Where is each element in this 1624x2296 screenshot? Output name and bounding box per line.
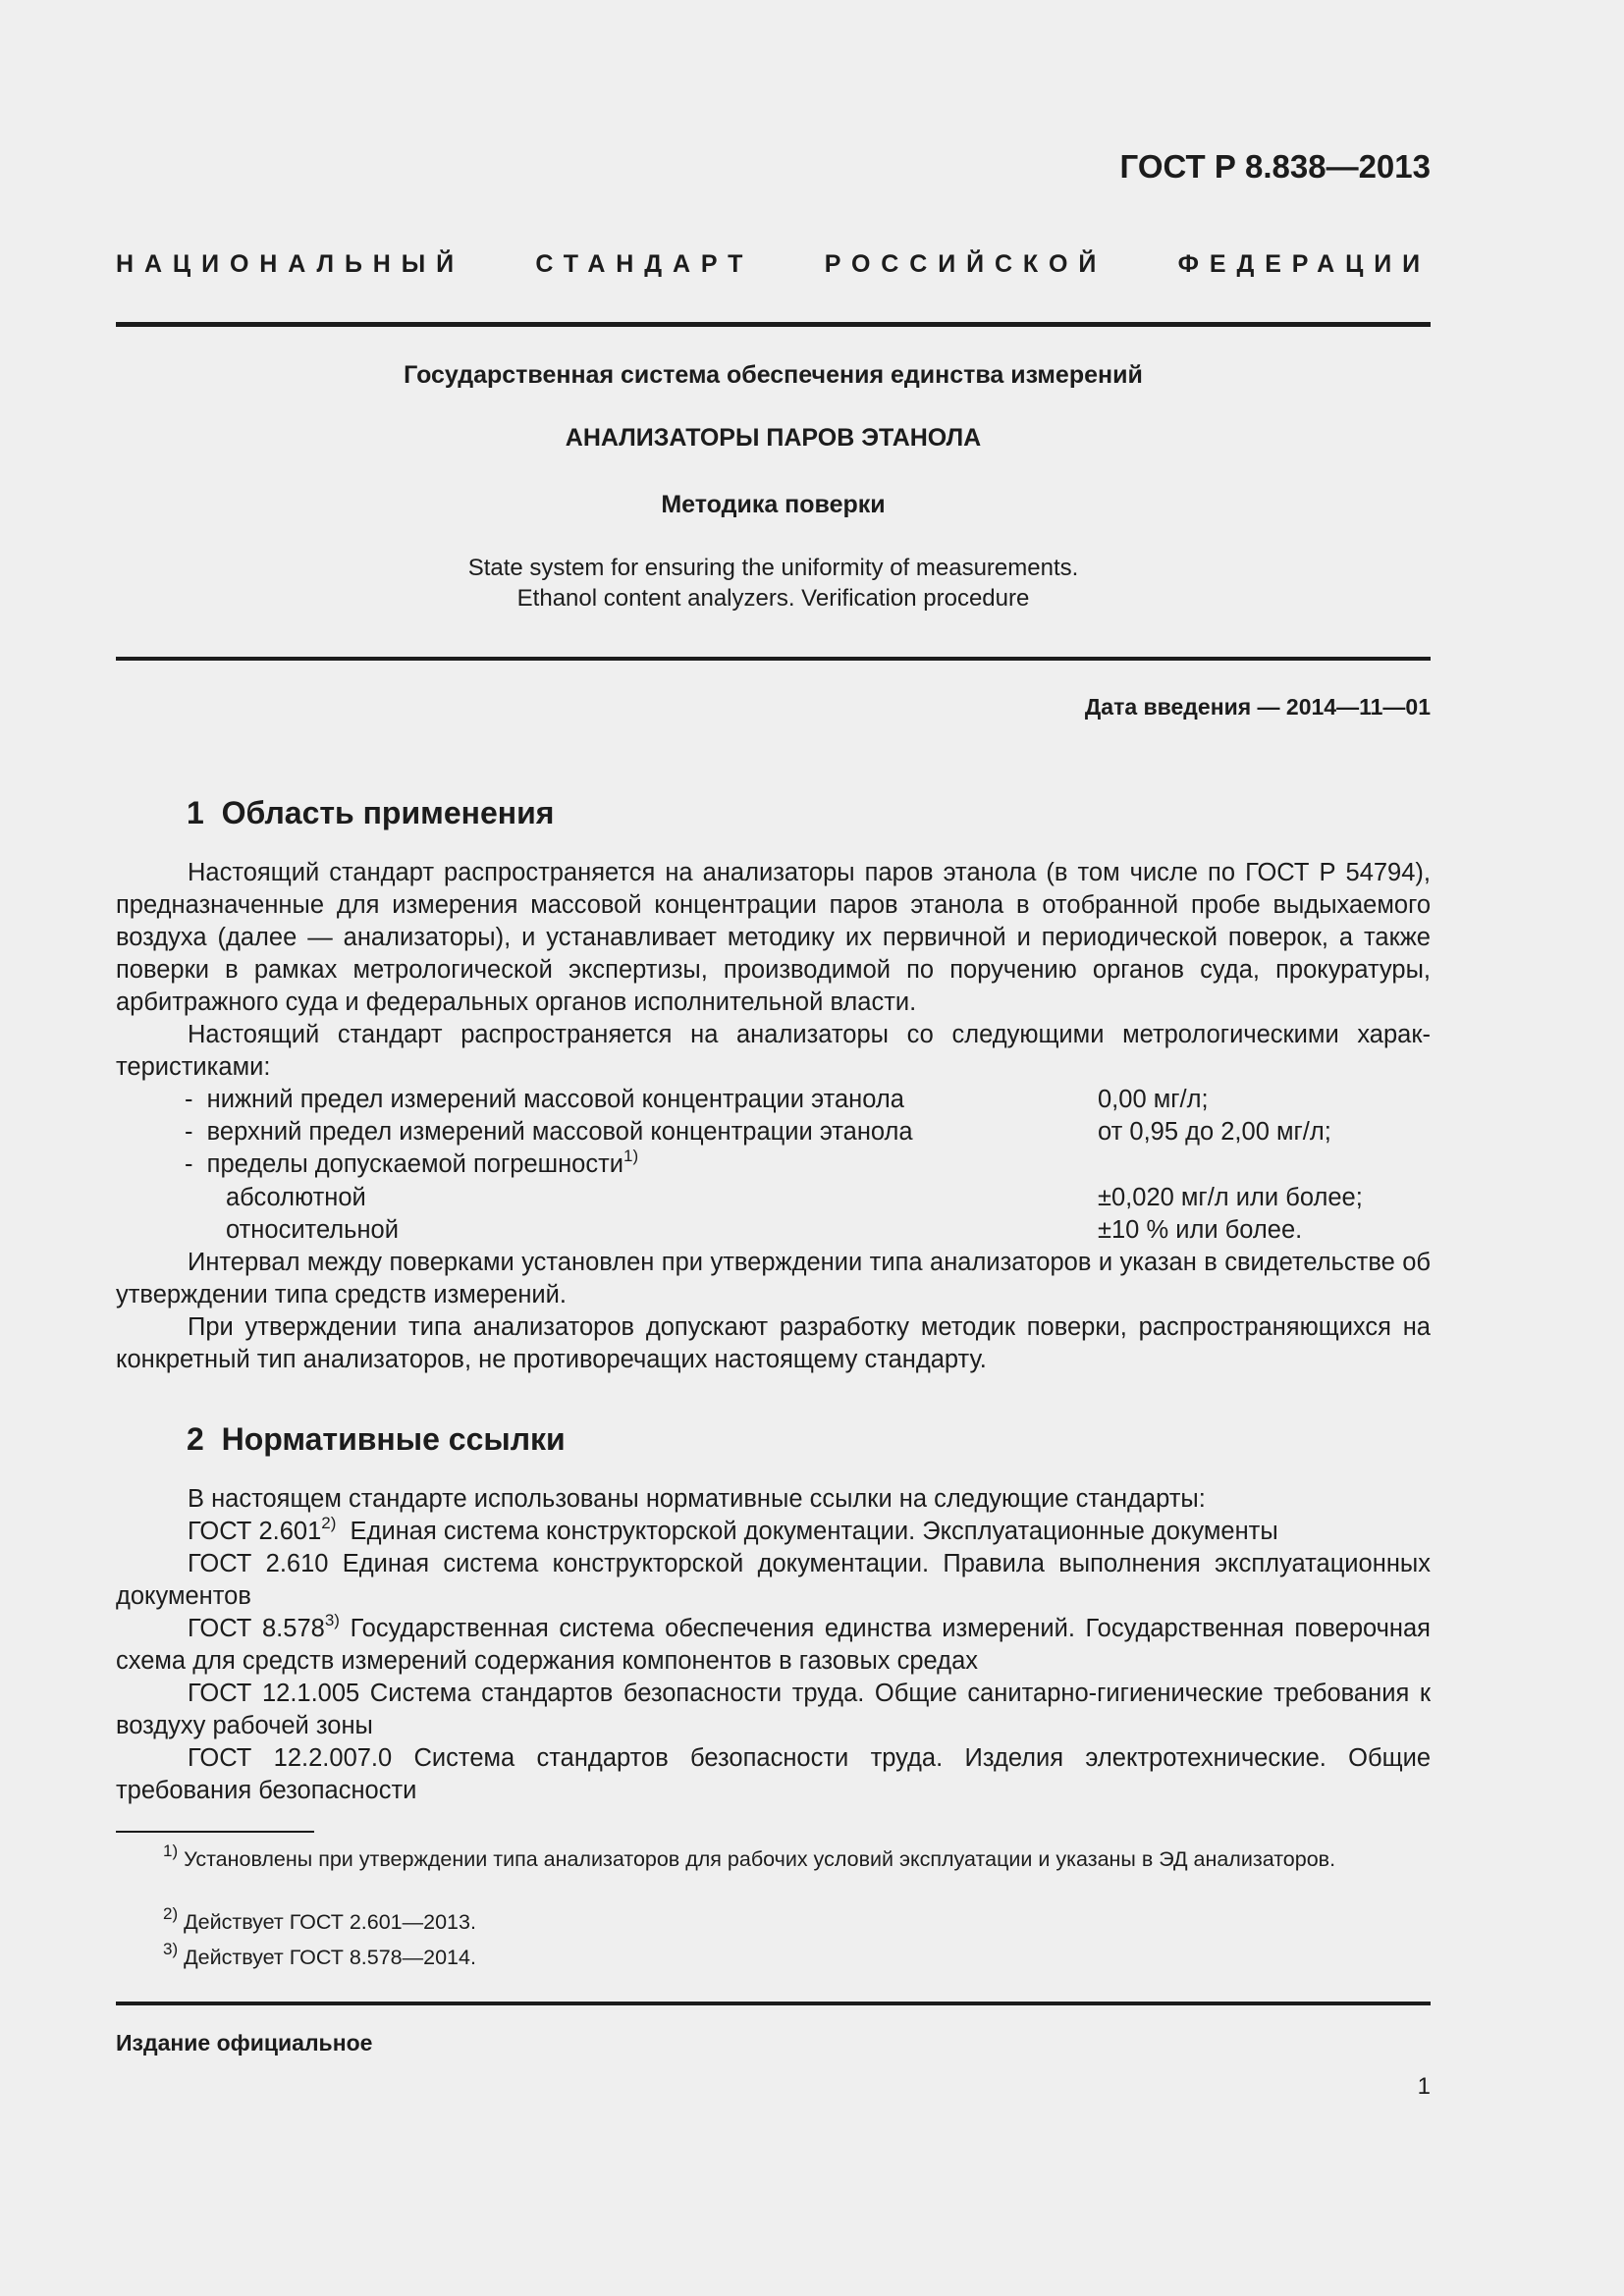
main-title: АНАЛИЗАТОРЫ ПАРОВ ЭТАНОЛА (565, 424, 982, 452)
ref-code: ГОСТ 2.601 (188, 1518, 322, 1545)
footnote-ref-1: 1) (623, 1146, 639, 1165)
section1-para4: При утверждении типа анализаторов допускают разработку методик поверки, распространяющихся на конкретный тип анализаторов, не противоречащих настоящему стандарту. (116, 1313, 1431, 1373)
section2-heading: 2 Нормативные ссылки (187, 1421, 566, 1457)
footnote-separator (116, 1831, 314, 1833)
english-title-line1: State system for ensuring the uniformity of measurements. (467, 555, 1079, 581)
section1-heading: 1 Область применения (187, 795, 555, 830)
english-title-line2: Ethanol content analyzers. Verification procedure (516, 585, 1030, 612)
footnote-3 (116, 1939, 1431, 1971)
title-rule (116, 657, 1431, 661)
doc-number: ГОСТ Р 8.838—2013 (1119, 148, 1431, 185)
section1-para2: Настоящий стандарт распространяется на анализаторы со следующими метрологическими характеристиками: (116, 1021, 1431, 1081)
ref-text: Единая система конструкторской документации. Эксплуатационные документы (336, 1518, 1278, 1545)
introduction-date: Дата введения — 2014—11—01 (1084, 694, 1431, 720)
spec-item-3-label: - пределы допускаемой погрешности (185, 1150, 624, 1178)
ref-gost-8-578 (116, 1610, 1431, 1678)
official-edition-label: Издание официальное (116, 2030, 373, 2056)
spec-subitem-rel-value: ±10 % или более. (1098, 1216, 1303, 1244)
system-title: Государственная система обеспечения единства измерений (404, 361, 1143, 389)
spec-item-2-value: от 0,95 до 2,00 мг/л; (1098, 1118, 1331, 1146)
ref-gost-12-1-005 (116, 1678, 1431, 1742)
footnote-text: Установлены при утверждении типа анализаторов для рабочих условий эксплуатации и указаны в ЭД анализаторов. (178, 1847, 1336, 1871)
ref-gost-2-601 (116, 1513, 1431, 1548)
footnote-mark: 2) (163, 1903, 179, 1923)
ref-code: ГОСТ 12.1.005 (188, 1680, 360, 1707)
footnote-mark: 3) (163, 1939, 179, 1958)
footnote-mark: 1) (163, 1841, 179, 1860)
ref-code: ГОСТ 12.2.007.0 (188, 1744, 393, 1772)
section1-para3: Интервал между поверками установлен при утверждении типа анализаторов и указан в свидетельстве об утверждении типа средств измерений. (116, 1249, 1431, 1308)
footnote-text: Действует ГОСТ 8.578—2014. (178, 1946, 476, 1969)
footnote-text: Действует ГОСТ 2.601—2013. (178, 1910, 476, 1934)
footnote-ref-3: 3) (324, 1610, 340, 1629)
footnote-ref-2: 2) (321, 1513, 337, 1532)
ref-text: Система стандартов безопасности труда. Общие санитарно-гигиенические требования к воздуху рабочей зоны (116, 1680, 1431, 1739)
header-rule (116, 322, 1431, 327)
national-standard-banner: НАЦИОНАЛЬНЫЙ СТАНДАРТ РОССИЙСКОЙ ФЕДЕРАЦИИ (116, 250, 1431, 278)
section1-para1: Настоящий стандарт распространяется на анализаторы паров этанола (в том числе по ГОСТ Р 54794), предназначенные для измерения массовой концентрации паров этанола в отобранной пробе выдыхаемого воздуха (далее — анализаторы), и устанавливает методику их первичной и периодической поверок, а также поверки в рамках метрологической экспертизы, производимой по поручению органов суда, прокуратуры, арбитражного суда и федеральных органов исполнительной власти. (116, 859, 1431, 1016)
ref-code: ГОСТ 8.578 (188, 1615, 325, 1642)
ref-text: Государственная система обеспечения единства измерений. Государственная поверочная схема для средств измерений содержания компонентов в газовых средах (116, 1615, 1431, 1675)
spec-subitem-abs-label: абсолютной (226, 1184, 366, 1211)
page-number: 1 (1417, 2073, 1431, 2100)
footnote-2 (116, 1903, 1431, 1936)
spec-item-1-value: 0,00 мг/л; (1098, 1086, 1209, 1113)
ref-gost-2-610 (116, 1548, 1431, 1613)
ref-text: Система стандартов безопасности труда. Изделия электротехнические. Общие требования безопасности (116, 1744, 1431, 1804)
spec-item-3 (185, 1148, 638, 1181)
footer-rule (116, 2002, 1431, 2005)
spec-item-2-label: - верхний предел измерений массовой концентрации этанола (185, 1118, 913, 1146)
footnote-1 (116, 1841, 1431, 1873)
ref-code: ГОСТ 2.610 (188, 1550, 329, 1577)
spec-subitem-abs-value: ±0,020 мг/л или более; (1098, 1184, 1363, 1211)
sub-title: Методика поверки (661, 491, 886, 518)
ref-gost-12-2-007-0 (116, 1742, 1431, 1807)
spec-subitem-rel-label: относительной (226, 1216, 399, 1244)
spec-item-1-label: - нижний предел измерений массовой концентрации этанола (185, 1086, 904, 1113)
section2-intro: В настоящем стандарте использованы нормативные ссылки на следующие стандарты: (188, 1485, 1206, 1513)
ref-text: Единая система конструкторской документации. Правила выполнения эксплуатационных документов (116, 1550, 1431, 1610)
